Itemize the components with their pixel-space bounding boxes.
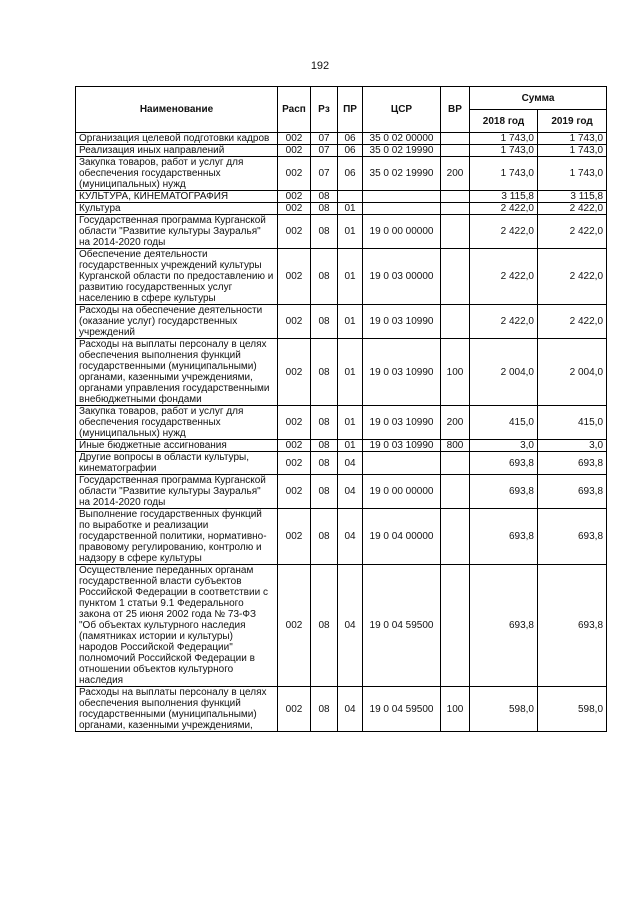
cell-vr (441, 191, 470, 203)
table-row (76, 452, 607, 475)
cell-rz: 08 (311, 249, 338, 305)
header-row (76, 87, 607, 110)
cell-rz: 08 (311, 339, 338, 406)
cell-csr: 19 0 04 00000 (363, 509, 441, 565)
cell-2018: 2 422,0 (470, 215, 538, 249)
cell-rz: 07 (311, 145, 338, 157)
cell-name: Культура (76, 203, 278, 215)
cell-2018: 693,8 (470, 475, 538, 509)
cell-name: Реализация иных направлений (76, 145, 278, 157)
cell-2019: 2 422,0 (538, 305, 607, 339)
header-rasp: Расп (278, 87, 311, 133)
cell-name: Обеспечение деятельности государственных учреждений культуры Курганской области по предоставлению и развитию государственных услуг населению в сфере культуры (76, 249, 278, 305)
cell-2018: 2 422,0 (470, 305, 538, 339)
cell-vr (441, 452, 470, 475)
cell-2019: 2 422,0 (538, 203, 607, 215)
cell-rasp: 002 (278, 406, 311, 440)
cell-pr: 01 (338, 215, 363, 249)
cell-name: Государственная программа Курганской области "Развитие культуры Зауралья" на 2014-2020 годы (76, 475, 278, 509)
cell-2019: 2 422,0 (538, 215, 607, 249)
cell-2019: 3,0 (538, 440, 607, 452)
header-2019: 2019 год (538, 110, 607, 133)
cell-csr: 19 0 00 00000 (363, 215, 441, 249)
cell-2019: 693,8 (538, 509, 607, 565)
cell-rz: 08 (311, 565, 338, 687)
cell-rasp: 002 (278, 203, 311, 215)
page-number: 192 (310, 60, 330, 72)
table-row (76, 157, 607, 191)
cell-vr (441, 145, 470, 157)
cell-name: Организация целевой подготовки кадров (76, 133, 278, 145)
cell-rz: 08 (311, 509, 338, 565)
table-row (76, 249, 607, 305)
cell-csr: 19 0 03 10990 (363, 339, 441, 406)
table-row (76, 475, 607, 509)
cell-rz: 07 (311, 157, 338, 191)
cell-csr: 35 0 02 19990 (363, 145, 441, 157)
cell-2019: 598,0 (538, 687, 607, 732)
cell-2019: 415,0 (538, 406, 607, 440)
table-row (76, 440, 607, 452)
header-sum: Сумма (470, 87, 607, 110)
cell-vr (441, 509, 470, 565)
header-rz: Рз (311, 87, 338, 133)
cell-pr: 04 (338, 565, 363, 687)
cell-name: Осуществление переданных органам государственной власти субъектов Российской Федерации в соответствии с пунктом 1 статьи 9.1 Федерального закона от 25 июня 2002 года № 73-ФЗ "Об объектах культурного наследия (памятниках истории и культуры) народов Российской Федерации" полномочий Российской Федерации в отношении объектов культурного наследия (76, 565, 278, 687)
cell-name: Закупка товаров, работ и услуг для обеспечения государственных (муниципальных) нужд (76, 157, 278, 191)
cell-rz: 08 (311, 305, 338, 339)
cell-pr: 06 (338, 133, 363, 145)
cell-vr: 800 (441, 440, 470, 452)
budget-table (75, 86, 607, 732)
cell-csr: 19 0 03 10990 (363, 305, 441, 339)
cell-rz: 08 (311, 440, 338, 452)
cell-vr (441, 215, 470, 249)
cell-vr (441, 475, 470, 509)
cell-rasp: 002 (278, 305, 311, 339)
table-row (76, 565, 607, 687)
cell-name: Расходы на выплаты персоналу в целях обеспечения выполнения функций государственными (муниципальными) органами, казенными учреждениями, (76, 687, 278, 732)
cell-rasp: 002 (278, 440, 311, 452)
table-row (76, 203, 607, 215)
cell-name: Расходы на выплаты персоналу в целях обеспечения выполнения функций государственными (муниципальными) органами, казенными учреждениями, органами управления государственными внебюджетными фондами (76, 339, 278, 406)
cell-rz: 08 (311, 215, 338, 249)
cell-pr: 01 (338, 305, 363, 339)
cell-rasp: 002 (278, 475, 311, 509)
table-row (76, 191, 607, 203)
cell-csr (363, 203, 441, 215)
cell-pr: 01 (338, 203, 363, 215)
cell-rasp: 002 (278, 687, 311, 732)
cell-rasp: 002 (278, 191, 311, 203)
cell-2018: 693,8 (470, 565, 538, 687)
table-row (76, 406, 607, 440)
cell-pr: 04 (338, 509, 363, 565)
table-row (76, 687, 607, 732)
cell-2019: 693,8 (538, 452, 607, 475)
cell-2018: 2 422,0 (470, 203, 538, 215)
cell-csr (363, 191, 441, 203)
cell-csr: 19 0 04 59500 (363, 565, 441, 687)
cell-csr: 35 0 02 00000 (363, 133, 441, 145)
table-row (76, 133, 607, 145)
cell-2019: 1 743,0 (538, 133, 607, 145)
cell-rasp: 002 (278, 565, 311, 687)
cell-pr (338, 191, 363, 203)
cell-rz: 08 (311, 475, 338, 509)
cell-2019: 693,8 (538, 565, 607, 687)
cell-rasp: 002 (278, 339, 311, 406)
cell-csr: 19 0 04 59500 (363, 687, 441, 732)
cell-pr: 04 (338, 452, 363, 475)
cell-2019: 2 422,0 (538, 249, 607, 305)
cell-2018: 2 422,0 (470, 249, 538, 305)
header-csr: ЦСР (363, 87, 441, 133)
cell-rasp: 002 (278, 509, 311, 565)
header-pr: ПР (338, 87, 363, 133)
cell-vr: 100 (441, 339, 470, 406)
table-row (76, 305, 607, 339)
cell-vr: 200 (441, 157, 470, 191)
cell-csr: 19 0 03 00000 (363, 249, 441, 305)
cell-csr: 19 0 03 10990 (363, 406, 441, 440)
cell-rz: 08 (311, 191, 338, 203)
cell-name: Иные бюджетные ассигнования (76, 440, 278, 452)
header-2018: 2018 год (470, 110, 538, 133)
cell-pr: 04 (338, 687, 363, 732)
cell-rasp: 002 (278, 215, 311, 249)
table-row (76, 215, 607, 249)
cell-rasp: 002 (278, 157, 311, 191)
cell-rz: 08 (311, 687, 338, 732)
cell-csr: 19 0 00 00000 (363, 475, 441, 509)
cell-vr (441, 565, 470, 687)
cell-2018: 1 743,0 (470, 133, 538, 145)
cell-vr: 200 (441, 406, 470, 440)
table-body (76, 133, 607, 732)
cell-rasp: 002 (278, 145, 311, 157)
table-row (76, 145, 607, 157)
cell-2018: 693,8 (470, 509, 538, 565)
cell-rasp: 002 (278, 249, 311, 305)
cell-rz: 08 (311, 452, 338, 475)
cell-2018: 598,0 (470, 687, 538, 732)
cell-pr: 06 (338, 157, 363, 191)
header-name: Наименование (76, 87, 278, 133)
cell-rz: 07 (311, 133, 338, 145)
cell-pr: 04 (338, 475, 363, 509)
cell-2018: 1 743,0 (470, 145, 538, 157)
cell-name: Выполнение государственных функций по выработке и реализации государственной политики, нормативно-правовому регулированию, контролю и надзору в сфере культуры (76, 509, 278, 565)
cell-csr: 19 0 03 10990 (363, 440, 441, 452)
cell-2018: 2 004,0 (470, 339, 538, 406)
cell-name: Другие вопросы в области культуры, кинематографии (76, 452, 278, 475)
cell-name: Государственная программа Курганской области "Развитие культуры Зауралья" на 2014-2020 годы (76, 215, 278, 249)
cell-2018: 693,8 (470, 452, 538, 475)
cell-name: Расходы на обеспечение деятельности (оказание услуг) государственных учреждений (76, 305, 278, 339)
cell-2018: 415,0 (470, 406, 538, 440)
cell-rz: 08 (311, 406, 338, 440)
cell-name: КУЛЬТУРА, КИНЕМАТОГРАФИЯ (76, 191, 278, 203)
cell-vr (441, 133, 470, 145)
cell-rasp: 002 (278, 133, 311, 145)
cell-vr (441, 203, 470, 215)
cell-2018: 3,0 (470, 440, 538, 452)
cell-2019: 3 115,8 (538, 191, 607, 203)
cell-pr: 01 (338, 249, 363, 305)
cell-2019: 1 743,0 (538, 145, 607, 157)
header-vr: ВР (441, 87, 470, 133)
cell-csr: 35 0 02 19990 (363, 157, 441, 191)
cell-rz: 08 (311, 203, 338, 215)
cell-pr: 01 (338, 406, 363, 440)
cell-pr: 06 (338, 145, 363, 157)
cell-csr (363, 452, 441, 475)
cell-vr: 100 (441, 687, 470, 732)
cell-pr: 01 (338, 440, 363, 452)
cell-2019: 693,8 (538, 475, 607, 509)
cell-2019: 2 004,0 (538, 339, 607, 406)
cell-2019: 1 743,0 (538, 157, 607, 191)
table-row (76, 509, 607, 565)
cell-vr (441, 305, 470, 339)
cell-vr (441, 249, 470, 305)
cell-2018: 1 743,0 (470, 157, 538, 191)
cell-pr: 01 (338, 339, 363, 406)
cell-2018: 3 115,8 (470, 191, 538, 203)
cell-name: Закупка товаров, работ и услуг для обеспечения государственных (муниципальных) нужд (76, 406, 278, 440)
table-row (76, 339, 607, 406)
cell-rasp: 002 (278, 452, 311, 475)
